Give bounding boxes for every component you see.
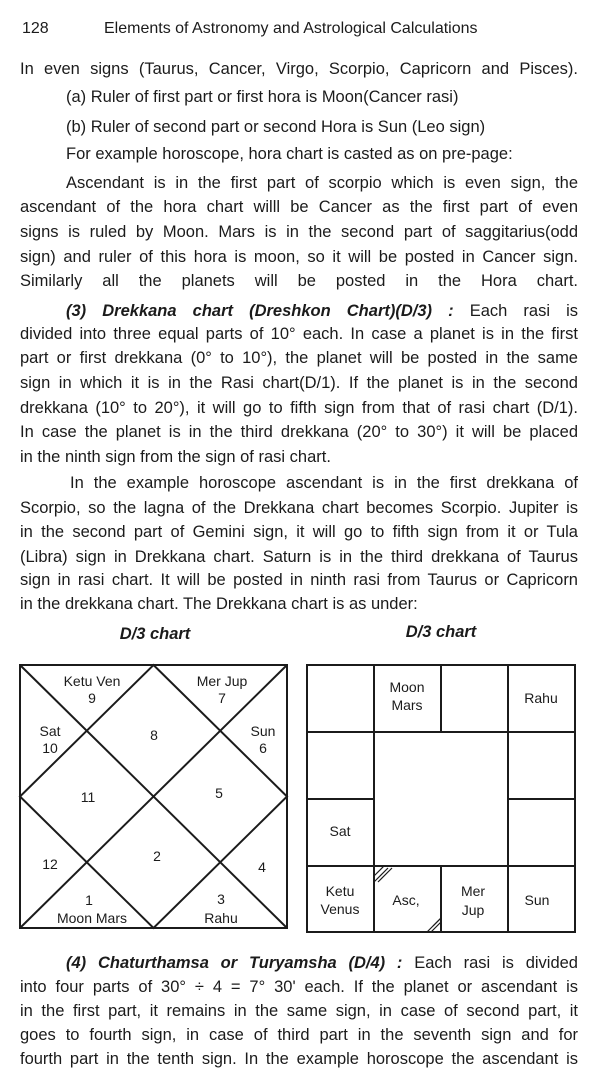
south-chart-title: D/3 chart — [405, 623, 477, 641]
house-4-number: 4 — [258, 859, 266, 875]
line-text: in the drekkana chart. The Drekkana chart is as under: — [20, 595, 418, 613]
line-text: (Libra) sign in Drekkana chart. Saturn is in the third drekkana of Taurus — [20, 548, 578, 566]
house-1-planets: Moon Mars — [56, 910, 128, 926]
page-number: 128 — [22, 20, 49, 37]
house-1-number: 1 — [85, 892, 93, 908]
house-11-number: 11 — [80, 789, 96, 805]
house-10-number: 10 — [42, 740, 58, 756]
line-text: in the ninth sign from the sign of rasi chart. — [20, 448, 331, 466]
line-text: Similarly all the planets will be posted in the Hora chart. — [20, 272, 578, 290]
line-text: Each rasi is — [453, 302, 578, 320]
house-9-number: 9 — [88, 690, 96, 706]
line-text: (a) Ruler of first part or first hora is Moon(Cancer rasi) — [66, 88, 459, 106]
line-text: Each rasi is divided — [402, 954, 578, 972]
text-line — [20, 1023, 578, 1047]
running-title: Elements of Astronomy and Astrological Calculations — [104, 20, 478, 37]
house-7-number: 7 — [218, 690, 226, 706]
house-12-number: 12 — [42, 856, 58, 872]
line-text: Ascendant is in the first part of scorpio which is even sign, the — [66, 174, 578, 192]
line-text: drekkana (10° to 20°), it will go to fifth sign from that of rasi chart (D/1). — [20, 399, 578, 417]
sagittarius-cell-planet: Venus — [320, 901, 360, 917]
section-heading: (3) Drekkana chart (Dreshkon Chart)(D/3) : — [66, 302, 454, 320]
house-7-planets: Mer Jup — [196, 673, 248, 689]
line-text: divided into three equal parts of 10° each. In case a planet is in the first — [20, 325, 578, 343]
line-text: sign in rasi chart. It will be posted in ninth rasi from Taurus or Capricorn — [20, 571, 578, 589]
cancer-cell-planet: Rahu — [524, 690, 558, 706]
text-line — [20, 975, 578, 999]
section-heading: (4) Chaturthamsa or Turyamsha (D/4) : — [66, 954, 403, 972]
line-text: For example horoscope, hora chart is casted as on pre-page: — [66, 145, 513, 163]
line-text: fourth part in the tenth sign. In the example horoscope the ascendant is — [20, 1050, 578, 1068]
line-text: into four parts of 30° ÷ 4 = 7° 30' each. If the planet or ascendant is — [20, 978, 578, 996]
libra-cell-planet: Mer — [460, 883, 486, 899]
virgo-cell-planet: Sun — [524, 892, 550, 908]
line-text: part or first drekkana (0° to 10°), the planet will be posted in the same — [20, 349, 578, 367]
north-chart-title: D/3 chart — [119, 625, 191, 643]
house-3-number: 3 — [217, 891, 225, 907]
taurus-cell-planet: Moon — [389, 679, 425, 695]
line-text: Scorpio, so the lagna of the Drekkana chart becomes Scorpio. Jupiter is — [20, 499, 578, 517]
line-text: goes to fourth sign, in case of third part in the seventh sign and for — [20, 1026, 578, 1044]
line-text: (b) Ruler of second part or second Hora is Sun (Leo sign) — [66, 118, 486, 136]
sagittarius-cell-planet: Ketu — [325, 883, 355, 899]
text-line — [20, 1047, 578, 1071]
taurus-cell-planet: Mars — [391, 697, 423, 713]
line-text: sign in which it is in the Rasi chart(D/1). If the planet is in the second — [20, 374, 578, 392]
libra-cell-planet: Jup — [461, 902, 485, 918]
house-9-planets: Ketu Ven — [63, 673, 121, 689]
scorpio-cell-ascendant: Asc, — [392, 892, 420, 908]
house-3-planets: Rahu — [204, 910, 238, 926]
line-text: In even signs (Taurus, Cancer, Virgo, Scorpio, Capricorn and Pisces). — [20, 60, 578, 78]
line-text: In case the planet is in the third drekkana (20° to 30°) it will be placed — [20, 423, 578, 441]
line-text: in the second part of Gemini sign, it will go to fifth sign from it or Tula — [20, 523, 578, 541]
house-10-planets: Sat — [39, 723, 61, 739]
text-line — [66, 951, 578, 975]
house-6-number: 6 — [259, 740, 267, 756]
line-text: In the example horoscope ascendant is in the first drekkana of — [70, 474, 578, 492]
text-line — [20, 999, 578, 1023]
house-8-number: 8 — [150, 727, 158, 743]
capricorn-cell-planet: Sat — [329, 823, 351, 839]
line-text: signs is ruled by Moon. Mars is in the second part of saggitarius(odd — [20, 223, 578, 241]
house-5-number: 5 — [215, 785, 223, 801]
line-text: sign) and ruler of this hora is moon, so it will be posted in Cancer sign. — [20, 248, 578, 266]
line-text: in the first part, it remains in the same sign, in case of second part, it — [20, 1002, 578, 1020]
line-text: ascendant of the hora chart willl be Cancer as the first part of even — [20, 198, 578, 216]
house-6-planets: Sun — [250, 723, 276, 739]
house-2-number: 2 — [153, 848, 161, 864]
